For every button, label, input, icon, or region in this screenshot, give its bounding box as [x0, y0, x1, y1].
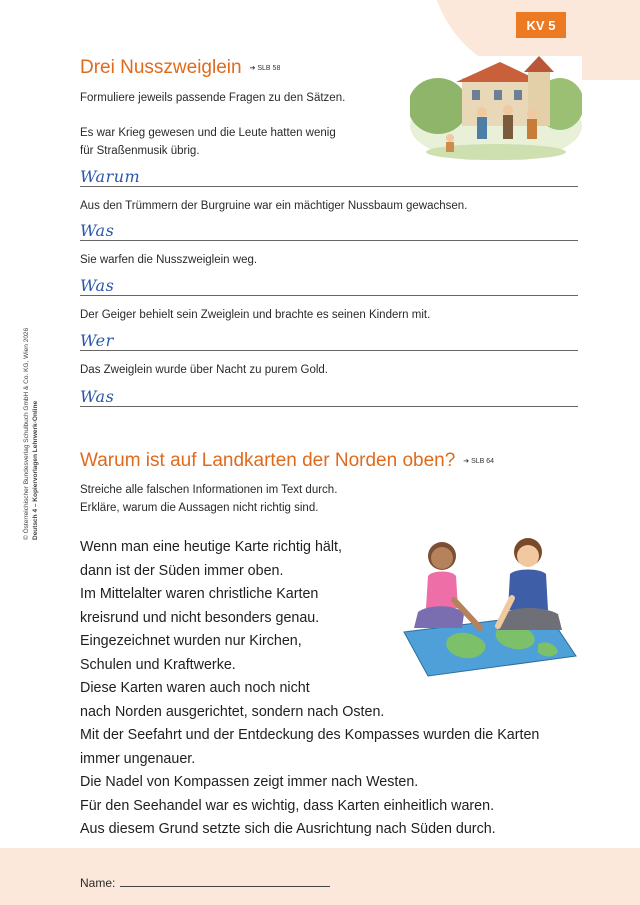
sentence-1-line1: Es war Krieg gewesen und die Leute hatten wenig [80, 127, 336, 139]
section2-title-text: Warum ist auf Landkarten der Norden oben? [80, 450, 456, 471]
copyright-text: © Österreichischer Bundesverlag Schulbuch GmbH & Co. KG, Wien 2026 [23, 327, 30, 540]
series-text: Deutsch 4 – Kopiervorlagen Lehrwerk-Online [32, 400, 39, 540]
passage-line[interactable]: Eingezeichnet wurden nur Kirchen, [80, 633, 302, 649]
section2-ref: ➔ SLB 64 [463, 457, 495, 465]
answer-line-1[interactable] [80, 163, 578, 187]
passage-line[interactable]: Die Nadel von Kompassen zeigt immer nach Westen. [80, 774, 419, 790]
answer-line-4[interactable] [80, 327, 578, 351]
copyright-sidebar [22, 328, 40, 540]
passage-line[interactable]: Diese Karten waren auch noch nicht [80, 680, 310, 696]
passage-line[interactable]: Aus diesem Grund setzte sich die Ausrichtung nach Süden durch. [80, 821, 496, 837]
answer-line-3[interactable] [80, 272, 578, 296]
passage-line[interactable]: Schulen und Kraftwerke. [80, 656, 236, 673]
children-with-map-illustration [398, 528, 578, 678]
sentence-2: Aus den Trümmern der Burgruine war ein mächtiger Nussbaum gewachsen. [80, 200, 468, 212]
passage-line[interactable]: dann ist der Süden immer oben. [80, 562, 284, 579]
answer-line-2[interactable] [80, 217, 578, 241]
answer-1: Warum [80, 167, 141, 186]
passage-line[interactable]: kreisrund und nicht besonders genau. [80, 609, 320, 626]
worksheet-badge: KV 5 [516, 12, 566, 38]
musicians-village-illustration [410, 56, 582, 160]
sentence-3: Sie warfen die Nusszweiglein weg. [80, 254, 258, 266]
passage-line[interactable]: Mit der Seefahrt und der Entdeckung des Kompasses wurden die Karten [80, 727, 540, 743]
section2-title [80, 450, 494, 472]
section2-instruction-line1: Streiche alle falschen Informationen im Text durch. [80, 484, 338, 496]
passage-line[interactable]: Im Mittelalter waren christliche Karten [80, 586, 319, 602]
passage-line[interactable]: nach Norden ausgerichtet, sondern nach Osten. [80, 703, 385, 720]
passage-line[interactable]: Für den Seehandel war es wichtig, dass Karten einheitlich waren. [80, 797, 495, 814]
answer-2: Was [80, 221, 115, 240]
sentence-4: Der Geiger behielt sein Zweiglein und brachte es seinen Kindern mit. [80, 309, 431, 321]
sentence-5: Das Zweiglein wurde über Nacht zu purem Gold. [80, 364, 329, 376]
section1-title [80, 57, 280, 79]
passage-line[interactable]: immer ungenauer. [80, 750, 196, 767]
sentence-1 [80, 124, 336, 160]
section1-instruction: Formuliere jeweils passende Fragen zu den Sätzen. [80, 92, 346, 104]
answer-line-5[interactable] [80, 383, 578, 407]
sentence-1-line2: für Straßenmusik übrig. [80, 145, 200, 157]
answer-5: Was [80, 387, 115, 406]
section1-ref: ➔ SLB 58 [249, 64, 281, 72]
section2-instruction [80, 481, 337, 517]
answer-3: Was [80, 276, 115, 295]
section1-title-text: Drei Nusszweiglein [80, 57, 242, 78]
name-label: Name: [80, 876, 116, 890]
passage-line[interactable]: Wenn man eine heutige Karte richtig hält, [80, 539, 343, 555]
section2-instruction-line2: Erkläre, warum die Aussagen nicht richtig sind. [80, 502, 319, 514]
name-input-line[interactable] [120, 886, 330, 887]
answer-4: Wer [80, 331, 114, 350]
